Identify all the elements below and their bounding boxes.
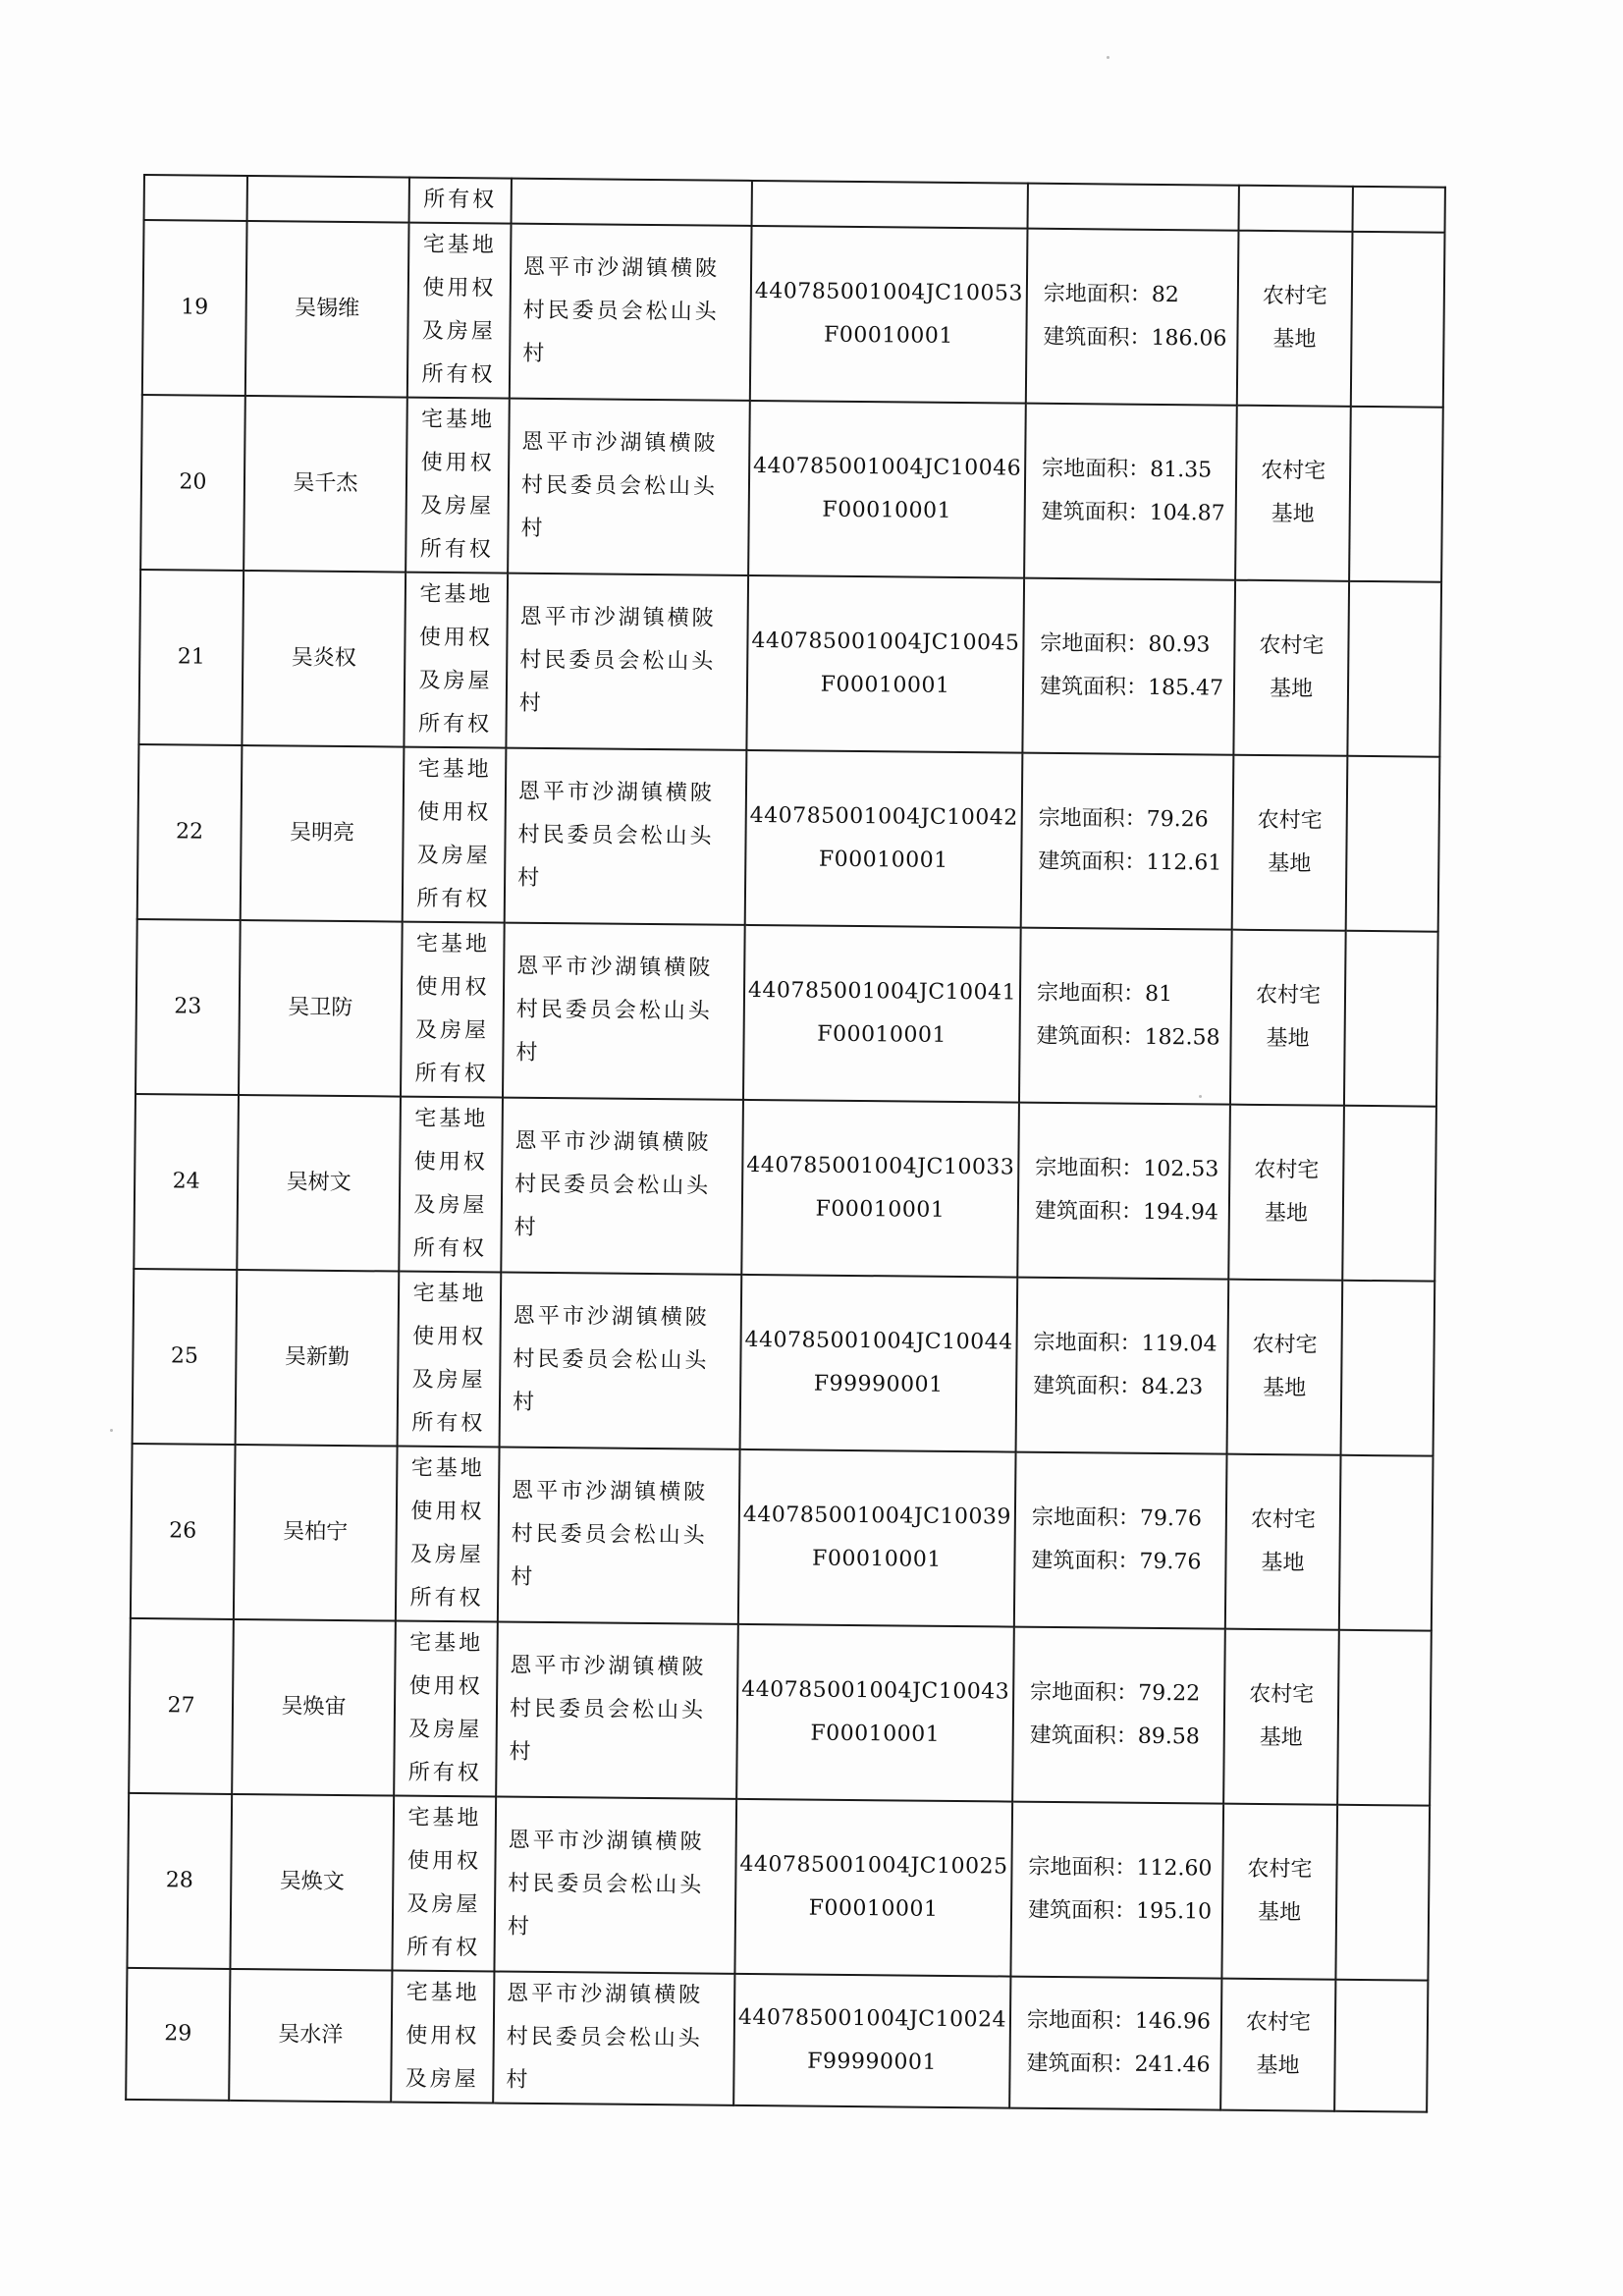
cell-land-use [1223, 1629, 1339, 1805]
cell-address [493, 1972, 734, 2105]
cell-no-text: 23 [174, 994, 202, 1019]
cell-unit-code-line: 440785001004JC10045 [751, 628, 1020, 656]
cell-land-use-line: 基地 [1263, 1376, 1307, 1401]
cell-no [133, 1269, 238, 1445]
cell-unit-code-line: F99990001 [807, 2049, 938, 2075]
cell-right-type-line: 所有权 [421, 361, 496, 388]
cell-right-type-line: 所有权 [414, 1061, 489, 1087]
scan-speck [1199, 1095, 1202, 1098]
cell-unit-code-line: 440785001004JC10043 [741, 1676, 1010, 1705]
land-area: 宗地面积：79.76 [1031, 1504, 1203, 1532]
cell-address [500, 1273, 742, 1449]
cell-right-type-line: 宅基地 [419, 581, 494, 608]
cell-land-use-line: 农村宅 [1254, 1157, 1320, 1183]
cell-right-type-line: 使用权 [410, 1499, 485, 1525]
cell-owner-name-text: 吴明亮 [289, 820, 355, 847]
cell-no-text: 22 [175, 819, 204, 845]
cell-unit-code-line: F00010001 [820, 672, 950, 698]
land-area: 宗地面积：80.93 [1040, 630, 1211, 658]
cell-owner-name-text: 吴柏宁 [283, 1519, 349, 1546]
cell-unit-code-line: F00010001 [823, 322, 953, 349]
cell-address-line: 村民委员会松山头 [517, 822, 715, 849]
building-area: 建筑面积：182.58 [1036, 1023, 1220, 1051]
cell-unit-code-line: 440785001004JC10039 [742, 1502, 1012, 1530]
cell-address-line: 村 [512, 1390, 538, 1415]
cell-address-line: 村民委员会松山头 [514, 1172, 712, 1199]
land-area: 宗地面积：112.60 [1028, 1854, 1213, 1882]
cell-address [512, 179, 752, 226]
cell-land-use-line: 农村宅 [1255, 982, 1322, 1009]
cell-land-use-line: 基地 [1257, 1899, 1302, 1926]
cell-address-line: 恩平市沙湖镇横陂 [521, 429, 719, 457]
cell-unit-code-line: F00010001 [817, 1021, 947, 1048]
cell-right-type-line: 使用权 [422, 275, 497, 301]
cell-land-use [1227, 1280, 1343, 1455]
cell-land-use-line: 基地 [1256, 2052, 1300, 2079]
cell-no [135, 919, 241, 1095]
cell-note [1347, 581, 1441, 757]
cell-no-text: 24 [172, 1169, 200, 1194]
cell-address-line: 恩平市沙湖镇横陂 [517, 779, 716, 806]
cell-note [1352, 187, 1444, 233]
cell-land-use-line: 基地 [1264, 1201, 1309, 1227]
cell-land-use-line: 基地 [1272, 327, 1317, 353]
cell-owner-name [239, 920, 403, 1097]
cell-unit-code-line: 440785001004JC10041 [747, 977, 1017, 1006]
cell-address [505, 748, 747, 925]
cell-land-use [1235, 406, 1351, 581]
cell-right-type-line: 宅基地 [420, 407, 496, 433]
cell-address-line: 村 [518, 690, 544, 716]
cell-owner-name [241, 745, 405, 922]
cell-no-text: 26 [169, 1518, 197, 1544]
cell-land-use-line: 农村宅 [1257, 807, 1323, 834]
cell-address-line: 村民委员会松山头 [519, 647, 717, 675]
cell-right-type-line: 宅基地 [406, 1980, 480, 2006]
cell-unit-code [740, 1275, 1018, 1452]
cell-address-line: 村 [509, 1739, 534, 1765]
cell-right-type-line: 及房屋 [418, 668, 493, 694]
cell-owner-name [237, 1095, 401, 1272]
right-type-line: 所有权 [423, 187, 498, 213]
cell-area [1014, 1452, 1227, 1629]
cell-right-type-line: 所有权 [416, 886, 491, 912]
cell-right-type [403, 747, 507, 923]
cell-address-line: 村 [520, 516, 546, 541]
cell-unit-code-line: F00010001 [810, 1721, 941, 1747]
cell-right-type-line: 宅基地 [407, 1805, 482, 1831]
cell-right-type-line: 使用权 [413, 1149, 488, 1175]
cell-right-type [401, 922, 505, 1098]
cell-land-use [1232, 755, 1348, 931]
cell-address-line: 村 [514, 1215, 539, 1240]
cell-address-line: 村 [511, 1564, 536, 1590]
cell-right-type-line: 宅基地 [422, 232, 497, 258]
cell-address-line: 恩平市沙湖镇横陂 [513, 1303, 710, 1331]
building-area: 建筑面积：112.61 [1038, 848, 1222, 876]
cell-unit-code [750, 226, 1028, 404]
cell-address-line: 村民委员会松山头 [508, 1871, 705, 1898]
table-row [137, 744, 1440, 932]
cell-note [1342, 1106, 1436, 1282]
cell-right-type-line: 使用权 [415, 974, 490, 1001]
cell-no [129, 1618, 234, 1794]
cell-unit-code-line: 440785001004JC10042 [749, 802, 1018, 831]
cell-land-use [1228, 1105, 1344, 1281]
cell-unit-code [741, 1100, 1019, 1278]
cell-address [510, 224, 752, 401]
cell-right-type-line: 及房屋 [415, 1017, 490, 1044]
cell-right-type [391, 1971, 494, 2104]
cell-no [137, 744, 243, 920]
cell-address-line: 恩平市沙湖镇横陂 [522, 254, 721, 282]
cell-owner-name [243, 396, 407, 573]
cell-address [501, 1098, 743, 1275]
cell-land-use [1233, 580, 1349, 756]
cell-right-type-line: 及房屋 [416, 843, 491, 869]
cell-area [1028, 184, 1239, 231]
cell-right-type [399, 1097, 503, 1273]
cell-unit-code-line: 440785001004JC10044 [744, 1327, 1013, 1355]
cell-no-text: 25 [170, 1343, 199, 1369]
cell-address-line: 村 [515, 1040, 541, 1066]
cell-no-text: 19 [181, 295, 209, 320]
cell-area [1017, 1103, 1230, 1280]
table-row [134, 1094, 1436, 1282]
cell-right-type-line: 宅基地 [409, 1630, 484, 1657]
cell-land-use-line: 农村宅 [1262, 283, 1327, 309]
cell-land-use [1221, 1804, 1337, 1980]
cell-name [247, 176, 409, 223]
cell-land-use [1237, 231, 1353, 407]
cell-no-text: 29 [164, 2021, 192, 2047]
cell-unit-code [743, 925, 1021, 1103]
cell-right-type-line: 及房屋 [421, 318, 497, 345]
cell-note [1349, 407, 1443, 582]
cell-area [1021, 753, 1234, 930]
cell-unit-code-line: F00010001 [815, 1196, 946, 1223]
cell-land-use-line: 农村宅 [1259, 632, 1325, 659]
building-area: 建筑面积：186.06 [1043, 324, 1227, 352]
cell-unit-code-line: 440785001004JC10025 [739, 1851, 1008, 1880]
cell-area [1024, 404, 1237, 580]
table-row [129, 1618, 1432, 1806]
table-row [142, 220, 1445, 408]
cell-area [1009, 1977, 1221, 2110]
cell-right-type-line: 所有权 [411, 1410, 486, 1437]
cell-right-type-line: 所有权 [406, 1935, 481, 1961]
cell-owner-name-text: 吴锡维 [295, 296, 360, 322]
table-row [131, 1444, 1434, 1631]
land-area: 宗地面积：82 [1043, 281, 1179, 308]
cell-land-use-line: 基地 [1271, 502, 1315, 527]
cell-unit-code-line: F00010001 [818, 847, 948, 873]
cell-address-line: 村民委员会松山头 [515, 997, 713, 1024]
cell-right-type-line: 及房屋 [405, 2066, 480, 2093]
cell-land-use-line: 农村宅 [1247, 1856, 1313, 1883]
property-registry-table [125, 174, 1446, 2113]
cell-right-type-line: 所有权 [412, 1235, 488, 1262]
cell-right-type [396, 1447, 500, 1622]
cell-land-use-line: 基地 [1268, 851, 1312, 877]
cell-address-line: 恩平市沙湖镇横陂 [514, 1128, 712, 1156]
cell-owner-name-text: 吴树文 [286, 1170, 352, 1196]
cell-right-type-line: 使用权 [420, 450, 495, 476]
cell-address-line: 村 [517, 865, 543, 891]
cell-address-line: 村 [522, 341, 548, 366]
cell-land-use [1230, 930, 1346, 1106]
cell-right-type [394, 1621, 498, 1797]
cell-owner-name-text: 吴新勤 [284, 1344, 351, 1371]
cell-right-type-line: 宅基地 [412, 1281, 487, 1307]
cell-address-line: 村民委员会松山头 [509, 1696, 707, 1723]
cell-no-text: 28 [165, 1868, 193, 1893]
table-row [135, 919, 1438, 1107]
cell-right-type [404, 573, 508, 748]
cell-land-use-line: 基地 [1266, 1026, 1310, 1052]
cell-right-type-line: 所有权 [407, 1760, 482, 1786]
cell-area [1012, 1627, 1225, 1804]
cell-no [140, 395, 245, 571]
table-row [133, 1269, 1435, 1456]
cell-owner-name [232, 1619, 396, 1796]
cell-address [498, 1448, 740, 1624]
cell-note [1335, 1805, 1430, 1981]
cell-right-type [392, 1796, 496, 1972]
cell-no [131, 1444, 236, 1619]
table-row [127, 1793, 1430, 1981]
cell-right-type-line: 宅基地 [417, 756, 492, 783]
land-area: 宗地面积：79.22 [1030, 1679, 1201, 1707]
cell-unit-code [745, 750, 1023, 928]
land-area: 宗地面积：119.04 [1033, 1330, 1217, 1357]
cell-right-type-line: 使用权 [406, 2023, 480, 2050]
cell-no-text: 27 [167, 1693, 195, 1719]
cell-note [1341, 1281, 1435, 1456]
cell-right-type-line: 宅基地 [414, 1106, 489, 1132]
cell-address [496, 1622, 738, 1799]
cell-right-type-line: 及房屋 [411, 1367, 486, 1394]
cell-address-line: 村民委员会松山头 [520, 472, 719, 500]
cell-unit-code-line: F00010001 [808, 1895, 939, 1922]
building-area: 建筑面积：194.94 [1034, 1198, 1218, 1226]
cell-area [1010, 1802, 1223, 1979]
cell-land-use-line: 农村宅 [1245, 2009, 1312, 2036]
cell-right-type-line: 使用权 [417, 799, 492, 826]
cell-area [1022, 578, 1235, 755]
building-area: 建筑面积：84.23 [1033, 1373, 1204, 1400]
cell-unit-code-line: F00010001 [822, 497, 952, 523]
scan-speck [1107, 56, 1109, 59]
table-row [126, 1968, 1428, 2112]
cell-land-use [1220, 1979, 1335, 2111]
cell-address-line: 恩平市沙湖镇横陂 [512, 1478, 709, 1505]
cell-right-type [407, 223, 512, 399]
cell-owner-name [236, 1270, 400, 1447]
cell-note [1334, 1980, 1428, 2112]
cell-right-type-line: 使用权 [418, 625, 494, 651]
cell-right-type-line: 及房屋 [409, 1542, 485, 1568]
cell-land-use-line: 基地 [1269, 677, 1314, 702]
cell-right-type-line: 使用权 [412, 1324, 487, 1350]
cell-right-type-line: 宅基地 [415, 931, 491, 957]
cell-note [1351, 232, 1445, 408]
cell-owner-name-text: 吴水洋 [278, 2022, 344, 2049]
building-area: 建筑面积：79.76 [1031, 1548, 1202, 1575]
cell-unit-code-line: 440785001004JC10033 [746, 1152, 1015, 1180]
cell-owner-name [230, 1794, 394, 1971]
cell-owner-name [234, 1445, 398, 1621]
cell-unit-code [733, 1974, 1010, 2108]
land-area: 宗地面积：81.35 [1042, 456, 1213, 483]
cell-land-use-line: 农村宅 [1261, 458, 1326, 484]
land-area: 宗地面积：79.26 [1038, 805, 1209, 833]
cell-right-type [406, 398, 510, 574]
cell-address-line: 恩平市沙湖镇横陂 [507, 1981, 704, 2008]
cell-land-use [1225, 1454, 1341, 1630]
land-area: 宗地面积：102.53 [1035, 1155, 1219, 1182]
cell-address-line: 恩平市沙湖镇横陂 [516, 954, 714, 981]
cell-right-type-line: 所有权 [409, 1585, 484, 1612]
cell-right-type [409, 178, 512, 224]
cell-right-type-line: 使用权 [406, 1848, 482, 1875]
cell-owner-name [242, 571, 406, 747]
cell-unit-code-line: 440785001004JC10053 [754, 278, 1024, 306]
cell-address-line: 村 [507, 1914, 533, 1940]
scan-speck [110, 1429, 113, 1432]
table-row [138, 570, 1441, 757]
cell-note [1344, 931, 1438, 1107]
cell-unit-code [738, 1449, 1016, 1627]
cell-right-type-line: 所有权 [419, 536, 494, 563]
cell-address-line: 恩平市沙湖镇横陂 [519, 604, 717, 631]
land-area: 宗地面积：81 [1036, 980, 1173, 1008]
table-row [140, 395, 1443, 582]
cell-address-line: 村民委员会松山头 [522, 298, 720, 325]
cell-right-type-line: 及房屋 [406, 1891, 481, 1918]
cell-note [1337, 1630, 1432, 1806]
cell-no [127, 1793, 232, 1969]
cell-address-line: 恩平市沙湖镇横陂 [510, 1653, 707, 1680]
building-area: 建筑面积：241.46 [1026, 2050, 1211, 2078]
cell-unit-code [748, 401, 1026, 578]
building-area: 建筑面积：89.58 [1029, 1722, 1200, 1750]
cell-right-type-line: 及房屋 [413, 1192, 488, 1219]
cell-unit-code-line: 440785001004JC10046 [752, 453, 1022, 481]
cell-right-type-line: 所有权 [417, 711, 493, 738]
cell-no-text: 21 [177, 644, 205, 670]
cell-unit-code [734, 1799, 1012, 1977]
cell-right-type-line: 宅基地 [410, 1455, 485, 1482]
cell-address-line: 村 [506, 2067, 531, 2093]
cell-area [1026, 229, 1239, 406]
cell-address-line: 恩平市沙湖镇横陂 [508, 1828, 705, 1855]
building-area: 建筑面积：104.87 [1041, 499, 1225, 526]
cell-address-line: 村民委员会松山头 [511, 1521, 708, 1549]
cell-unit-code-line: 440785001004JC10024 [737, 2004, 1007, 2033]
cell-right-type-line: 及房屋 [408, 1717, 483, 1743]
cell-address-line: 村民委员会松山头 [506, 2024, 703, 2051]
cell-address [494, 1797, 736, 1974]
cell-land-use-line: 农村宅 [1252, 1332, 1318, 1358]
cell-owner-name [245, 221, 409, 398]
cell-no-text: 20 [179, 469, 207, 495]
building-area: 建筑面积：185.47 [1039, 674, 1224, 701]
cell-land-use-line: 基地 [1261, 1550, 1305, 1576]
cell-owner-name-text: 吴卫防 [288, 995, 353, 1021]
building-area: 建筑面积：195.10 [1027, 1897, 1213, 1925]
cell-no [126, 1968, 230, 2101]
cell-right-type-line: 使用权 [408, 1673, 483, 1700]
cell-land-use-line: 农村宅 [1250, 1506, 1317, 1533]
cell-owner-name-text: 吴炎权 [291, 645, 356, 672]
cell-no [144, 175, 247, 221]
cell-land-use-line: 基地 [1259, 1724, 1303, 1751]
cell-address [503, 923, 745, 1100]
cell-right-type [398, 1272, 502, 1448]
cell-address [508, 399, 750, 575]
land-area: 宗地面积：146.96 [1026, 2007, 1212, 2035]
cell-address-line: 村民委员会松山头 [513, 1346, 710, 1374]
cell-owner-name [229, 1969, 392, 2103]
cell-unit-code [746, 575, 1024, 753]
cell-no [142, 220, 247, 396]
cell-land-use-line: 农村宅 [1249, 1681, 1315, 1708]
cell-unit-code [752, 181, 1028, 229]
cell-land-use [1238, 186, 1352, 232]
cell-area [1016, 1278, 1229, 1454]
cell-owner-name-text: 吴焕宙 [281, 1694, 347, 1721]
cell-unit-code-line: F00010001 [812, 1546, 942, 1572]
cell-unit-code [736, 1624, 1014, 1802]
cell-no [134, 1094, 239, 1270]
cell-note [1339, 1455, 1434, 1631]
cell-owner-name-text: 吴千杰 [293, 470, 358, 497]
cell-unit-code-line: F99990001 [813, 1371, 944, 1397]
cell-area [1019, 928, 1232, 1105]
cell-address [506, 574, 748, 750]
cell-right-type-line: 及房屋 [420, 493, 495, 519]
cell-no [138, 570, 243, 745]
cell-owner-name-text: 吴焕文 [279, 1869, 345, 1895]
cell-note [1346, 756, 1440, 932]
